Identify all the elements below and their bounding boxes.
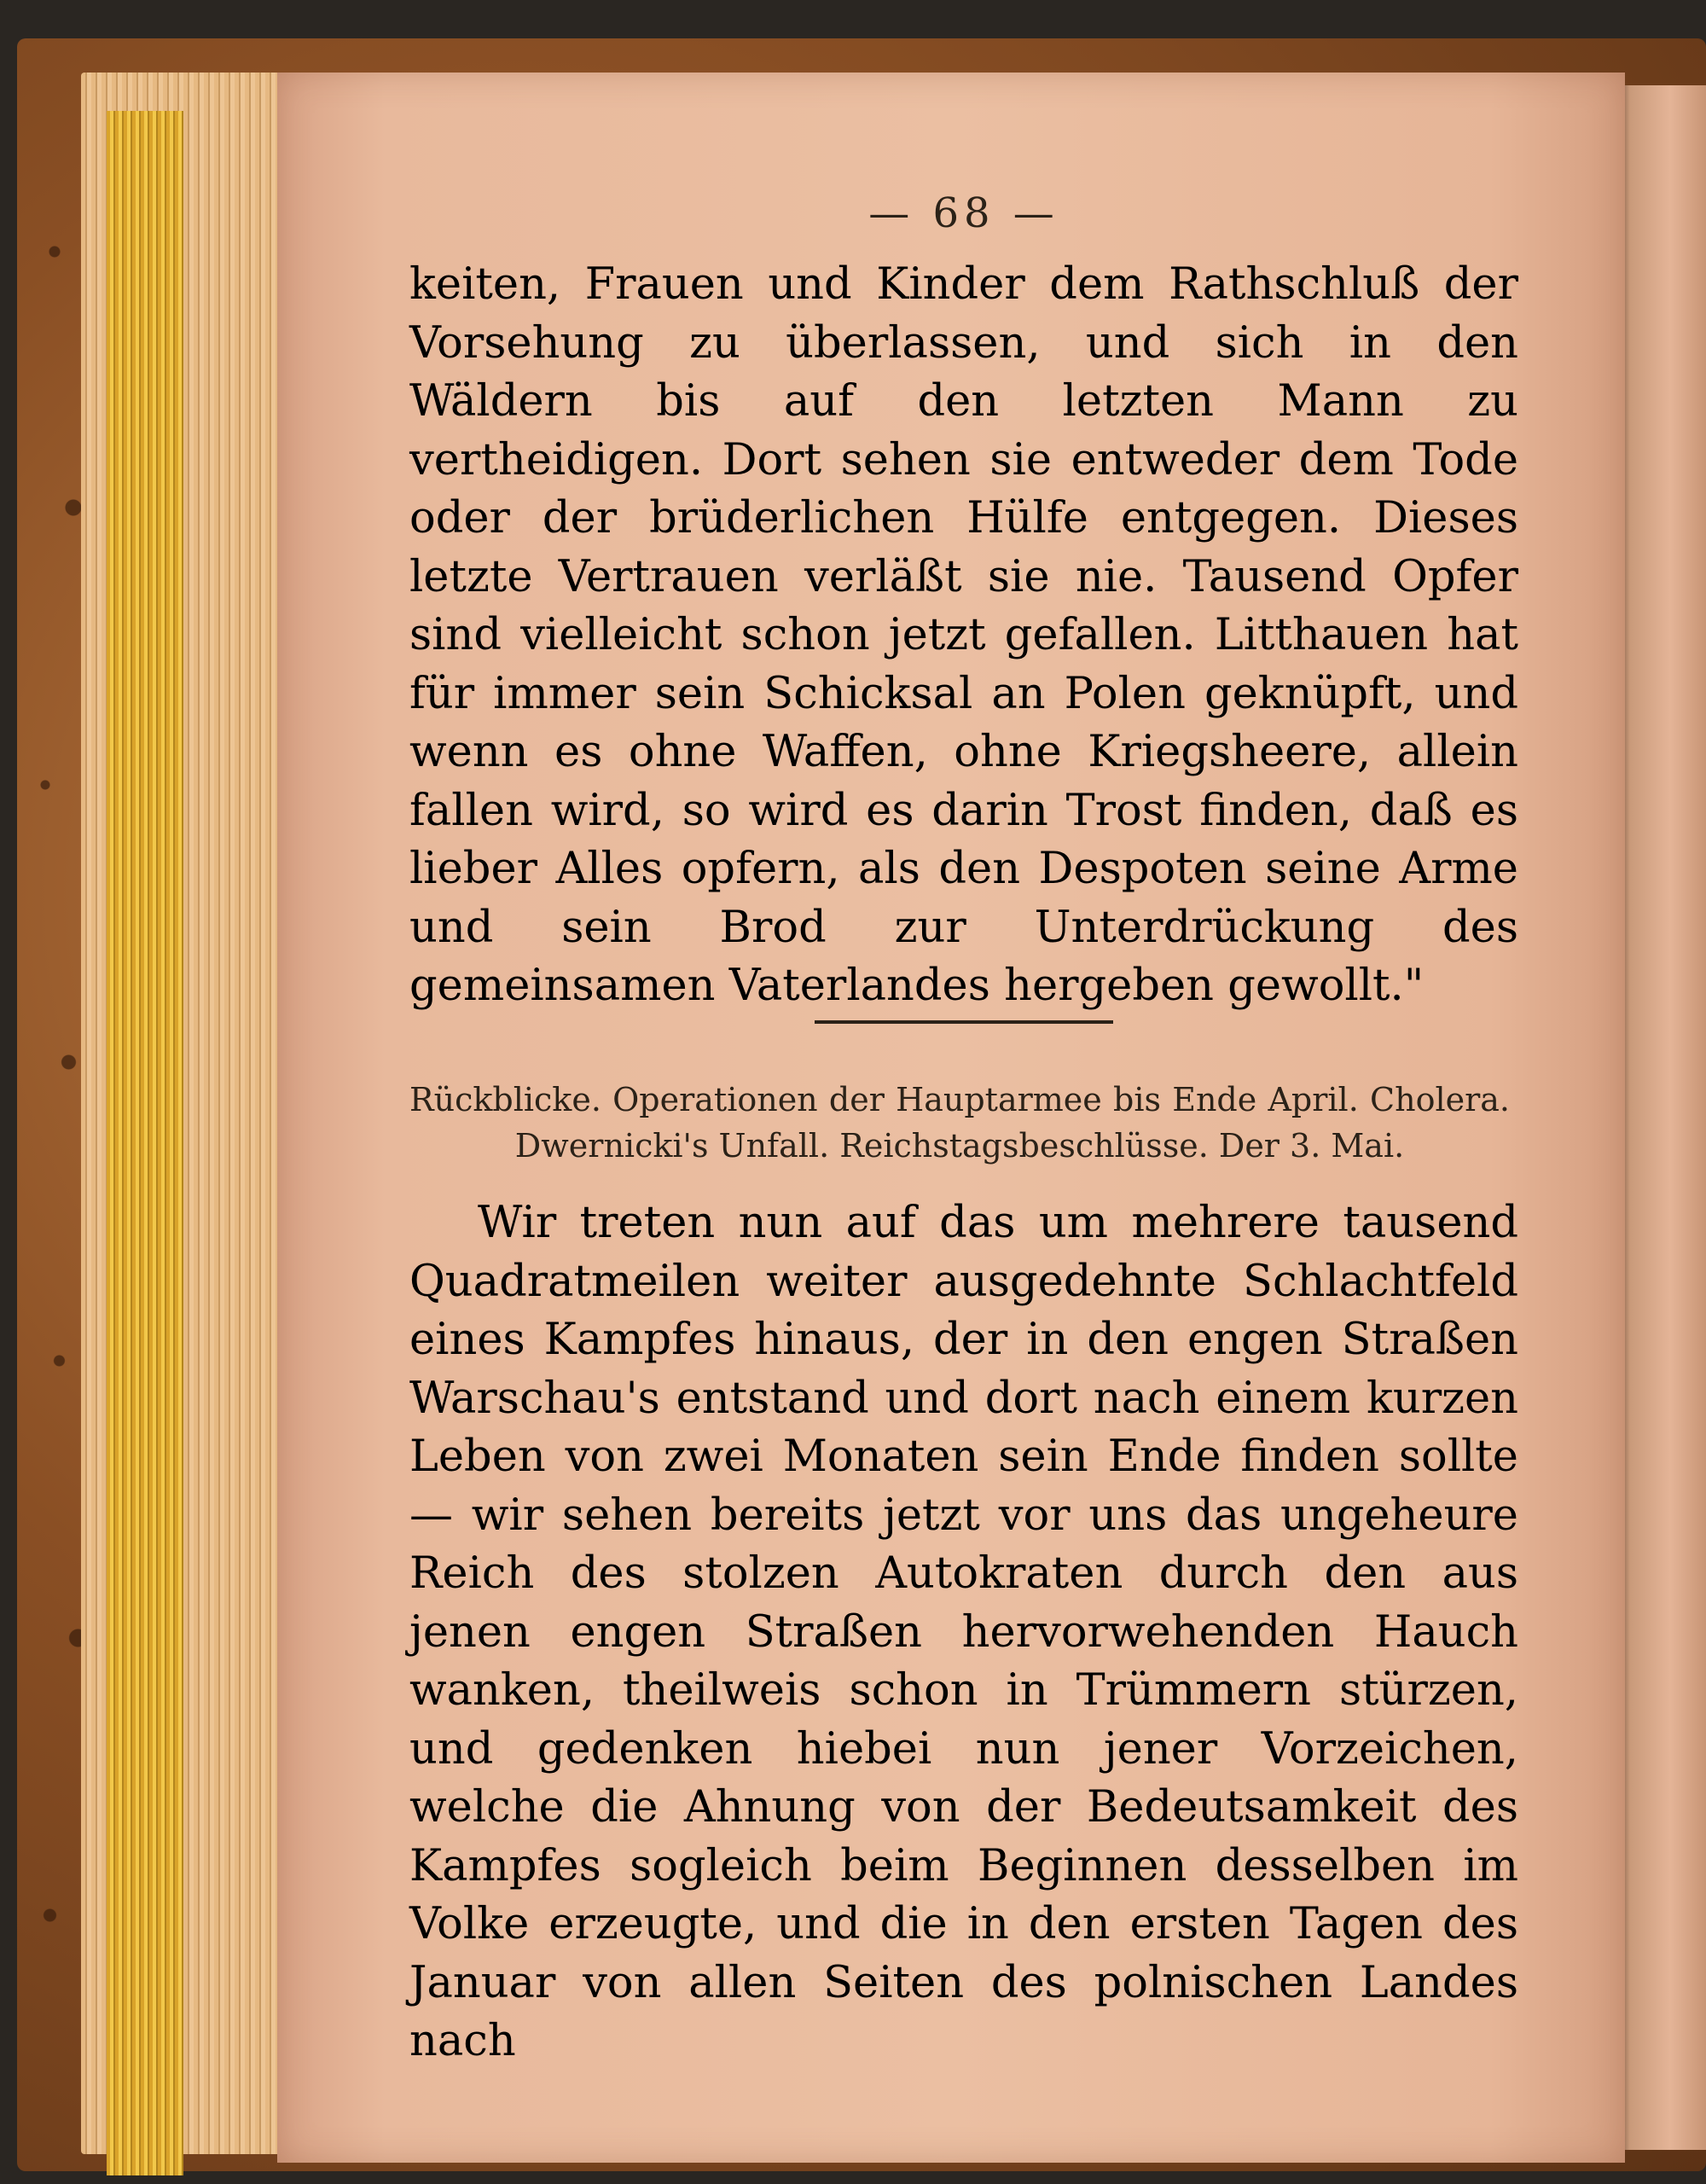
paragraph-new-chapter: Wir treten nun auf das um mehrere tausend Quadratmeilen weiter ausgedehnte Schlachtfeld eines Kampfes hinaus, der in den engen Straßen Warschau's entstand und dort nach einem kurzen Leben von zwei Monaten sein Ende finden sollte — wir sehen bereits jetzt vor uns das ungeheure Reich des stolzen Autokraten durch den aus jenen engen Straßen hervorwehenden Hauch wanken, theilweis schon in Trümmern stürzen, und gedenken hiebei nun jener Vorzeichen, welche die Ahnung von der Bedeutsamkeit des Kampfes sogleich beim Beginnen desselben im Volke erzeugte, und die in den ersten Tagen des Januar von allen Seiten des polnischen Landes nach	[409, 1198, 1518, 2066]
page-number: — 68 —	[868, 189, 1059, 237]
paragraph-continued: keiten, Frauen und Kinder dem Rathschluß der Vorsehung zu überlassen, und sich in den Wäldern bis auf den letzten Mann zu vertheidigen. Dort sehen sie entweder dem Tode oder der brüderlichen Hülfe entgegen. Dieses letzte Vertrauen verläßt sie nie. Tausend Opfer sind vielleicht schon jetzt gefallen. Litthauen hat für immer sein Schicksal an Polen geknüpft, und wenn es ohne Waffen, ohne Kriegsheere, allein fallen wird, so wird es darin Trost finden, daß es lieber Alles opfern, als den Despoten seine Arme und sein Brod zur Unterdrückung des gemeinsamen Vaterlandes hergeben gewollt."	[409, 259, 1518, 1011]
section-divider	[815, 1020, 1113, 1024]
chapter-summary: Rückblicke. Operationen der Hauptarmee bis Ende April. Cholera. Dwernicki's Unfall. Reichstagsbeschlüsse. Der 3. Mai.	[409, 1081, 1510, 1165]
gilt-page-edge	[107, 111, 183, 2175]
facing-page-edge	[1616, 85, 1706, 2150]
